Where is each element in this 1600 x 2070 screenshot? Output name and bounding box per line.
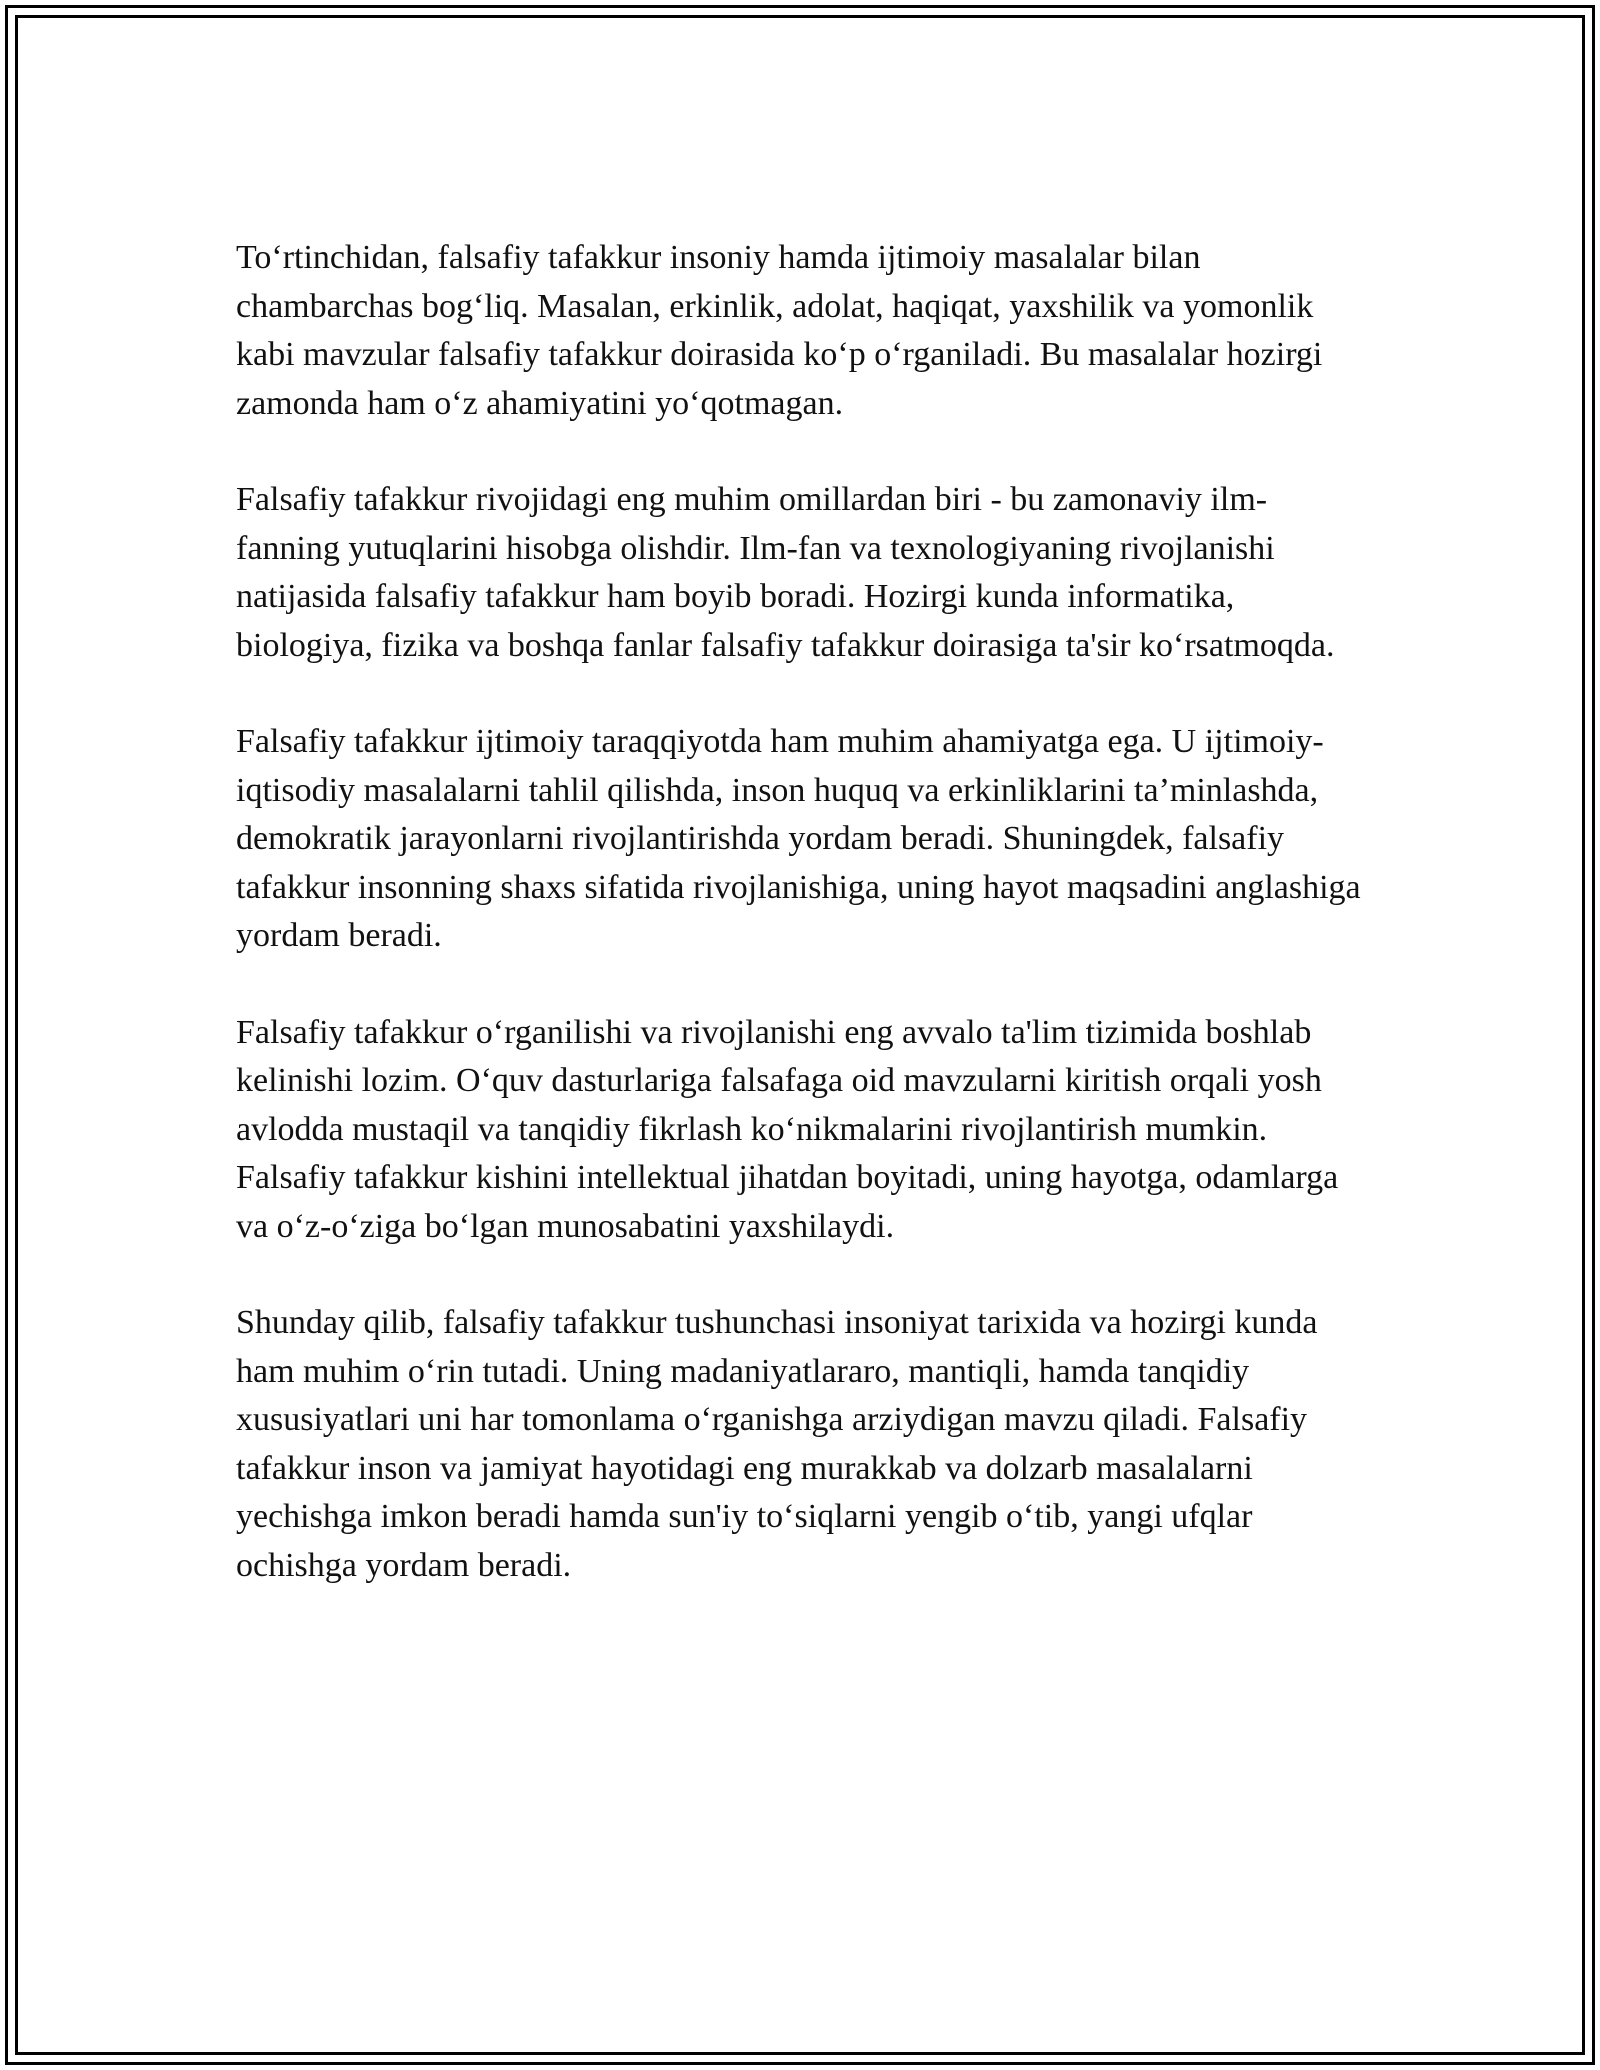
document-body (236, 234, 1366, 1638)
paragraph-4: Falsafiy tafakkur o‘rganilishi va rivojlanishi eng avvalo ta'lim tizimida boshlab kelinishi lozim. O‘quv dasturlariga falsafaga oid mavzularni kiritish orqali yosh avlodda mustaqil va tanqidiy fikrlash ko‘nikmalarini rivojlantirish mumkin. Falsafiy tafakkur kishini intellektual jihatdan boyitadi, uning hayotga, odamlarga va o‘z-o‘ziga bo‘lgan munosabatini yaxshilaydi. (236, 1013, 1339, 1245)
paragraph-2: Falsafiy tafakkur rivojidagi eng muhim omillardan biri - bu zamonaviy ilm-fanning yutuqlarini hisobga olishdir. Ilm-fan va texnologiyaning rivojlanishi natijasida falsafiy tafakkur ham boyib boradi. Hozirgi kunda informatika, biologiya, fizika va boshqa fanlar falsafiy tafakkur doirasiga ta'sir ko‘rsatmoqda. (236, 481, 1335, 664)
paragraph-3: Falsafiy tafakkur ijtimoiy taraqqiyotda ham muhim ahamiyatga ega. U ijtimoiy-iqtisodiy masalalarni tahlil qilishda, inson huquq va erkinliklarini ta’minlashda, demokratik jarayonlarni rivojlantirishda yordam beradi. Shuningdek, falsafiy tafakkur insonning shaxs sifatida rivojlanishiga, uning hayot maqsadini anglashiga yordam beradi. (236, 723, 1361, 954)
paragraph-1: To‘rtinchidan, falsafiy tafakkur insoniy hamda ijtimoiy masalalar bilan chambarchas bog‘liq. Masalan, erkinlik, adolat, haqiqat, yaxshilik va yomonlik kabi mavzular falsafiy tafakkur doirasida ko‘p o‘rganiladi. Bu masalalar hozirgi zamonda ham o‘z ahamiyatini yo‘qotmagan. (236, 239, 1323, 422)
paragraph-5: Shunday qilib, falsafiy tafakkur tushunchasi insoniyat tarixida va hozirgi kunda ham muhim o‘rin tutadi. Uning madaniyatlararo, mantiqli, hamda tanqidiy xususiyatlari uni har tomonlama o‘rganishga arziydigan mavzu qiladi. Falsafiy tafakkur inson va jamiyat hayotidagi eng murakkab va dolzarb masalalarni yechishga imkon beradi hamda sun'iy to‘siqlarni yengib o‘tib, yangi ufqlar ochishga yordam beradi. (236, 1304, 1318, 1584)
